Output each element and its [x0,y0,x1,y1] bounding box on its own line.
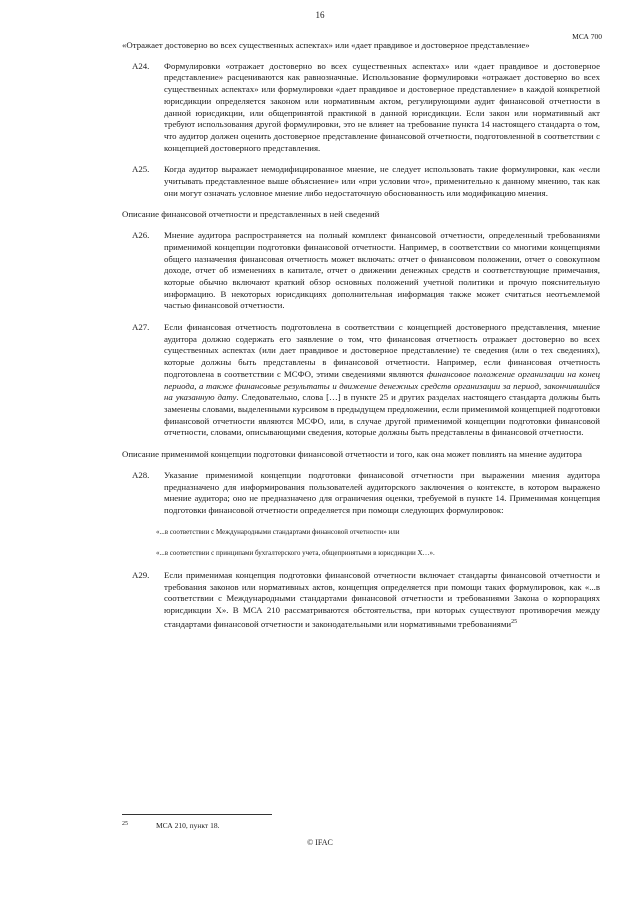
paragraph-text: Когда аудитор выражает немодифицированное мнение, не следует использовать такие формулировки, как «если учитывать представленное выше объяснение» или «при условии что», применительно к данному мнению, так как они могут означать условное мнение либо недостаточную обоснованность или модификацию мнения. [164,164,600,198]
footnote-reference[interactable]: 25 [511,618,518,625]
paragraph-a27 [122,322,600,439]
section-heading-framework: Описание применимой концепции подготовки финансовой отчетности и того, как она может повлиять на мнение аудитора [122,449,582,460]
paragraph-text-part: . Следовательно, слова […] в пункте 25 и других разделах настоящего стандарта должны быть заменены словами, выделенными курсивом в предыдущем предложении, если применимой концепцией подготовки финансовой отчетности являются МСФО, или, в случае другой применимой концепции подготовки финансовой отчетности, словами, описывающими сведения, которые должны быть представлены в финансовой отчетности. [164,392,600,438]
page-number: 16 [315,10,325,20]
paragraph-a29 [122,570,600,630]
footnote-text: МСА 210, пункт 18. [156,821,220,830]
document-body [122,40,600,640]
italic-text: финансовое положение организации на конец периода, а также финансовые результаты и движение денежных средств организации за период, закончившийся на указанную дату [164,368,600,403]
paragraph-a24 [122,61,600,155]
paragraph-text [164,322,600,439]
paragraph-text: Указание применимой концепции подготовки финансовой отчетности при выражении мнения аудитора предназначено для информирования пользователей аудиторского заключения о контексте, в котором выражено мнение аудитора; оно не предназначено для ограничения оценки, требуемой в пункте 14. Применимая концепция подготовки финансовой отчетности определяется при помощи следующих формулировок: [164,469,600,515]
paragraph-number: A25. [132,164,150,175]
paragraph-text: Формулировки «отражает достоверно во всех существенных аспектах» или «дает правдивое и достоверное представление» расцениваются как равнозначные. Использование формулировки «отражает достоверно во всех существенных аспектах» или формулировки «дает правдивое и достоверное представление» в каждой конкретной юрисдикции определяется законом или нормативным актом, регулирующими аудит финансовой отчетности в данной юрисдикции, или общепринятой практикой в данной юрисдикции. Если закон или нормативный акт требуют использования другой формулировки, это не влияет на требование пункта 14 настоящего стандарта о том, что аудитор должен оценить достоверное представление финансовой отчетности, подготовленной в соответствии с концепцией достоверного представления. [164,60,600,153]
paragraph-number: A29. [132,570,150,581]
paragraph-number: A28. [132,469,150,480]
paragraph-number: A26. [132,230,150,241]
section-heading-description: Описание финансовой отчетности и представленных в ней сведений [122,209,380,220]
paragraph-text [164,570,600,630]
paragraph-text: Мнение аудитора распространяется на полный комплект финансовой отчетности, определенный требованиями применимой концепции подготовки финансовой отчетности. Например, в соответствии со многими концепциями общего назначения финансовая отчетность может включать: отчет о финансовом положении, отчет о совокупном доходе, отчет об изменениях в капитале, отчет о движении денежных средств и соответствующие примечания, которые обычно включают краткий обзор основных положений учетной политики и прочую пояснительную информацию. В некоторых юрисдикциях дополнительная информация также может считаться неотъемлемой частью финансовой отчетности. [164,230,600,311]
paragraph-a26 [122,230,600,312]
paragraph-a25 [122,164,600,199]
paragraph-text-part: Если применимая концепция подготовки финансовой отчетности включает стандарты финансовой отчетности и требования законов или нормативных актов, концепция определяется при помощи таких формулировок, как «...в соответствии с Международными стандартами финансовой отчетности и требованиями Закона о корпорациях юрисдикции X». В МСА 210 рассматриваются обстоятельства, при которых существуют противоречия между стандартами финансовой отчетности и законодательными или нормативными требованиями [164,570,600,629]
quoted-formulation-1: «...в соответствии с Международными стандартами финансовой отчетности» или [156,527,400,536]
quoted-formulation-2: «...в соответствии с принципами бухгалтерского учета, общепринятыми в юрисдикции X…». [156,549,435,558]
paragraph-number: A27. [132,322,150,333]
paragraph-number: A24. [132,60,150,71]
footnote [122,821,219,830]
section-heading-fair-presentation: «Отражает достоверно во всех существенных аспектах» или «дает правдивое и достоверное представление» [122,40,530,50]
footer-copyright: © IFAC [307,838,333,847]
footnote-number: 25 [122,821,128,827]
paragraph-text-part: Если финансовая отчетность подготовлена в соответствии с концепцией достоверного представления, мнение аудитора должно содержать его заявление о том, что финансовая отчетность отражает достоверно во всех существенных аспектах (или дает правдивое и достоверное представление) те сведения (или о тех сведениях), которые должны быть представлены в финансовой отчетности. Например, если финансовая отчетность подготовлена в соответствии с МСФО, этими сведениями являются [164,322,600,379]
paragraph-a28 [122,470,600,517]
footnote-divider [122,814,272,815]
document-code: МСА 700 [572,32,602,41]
